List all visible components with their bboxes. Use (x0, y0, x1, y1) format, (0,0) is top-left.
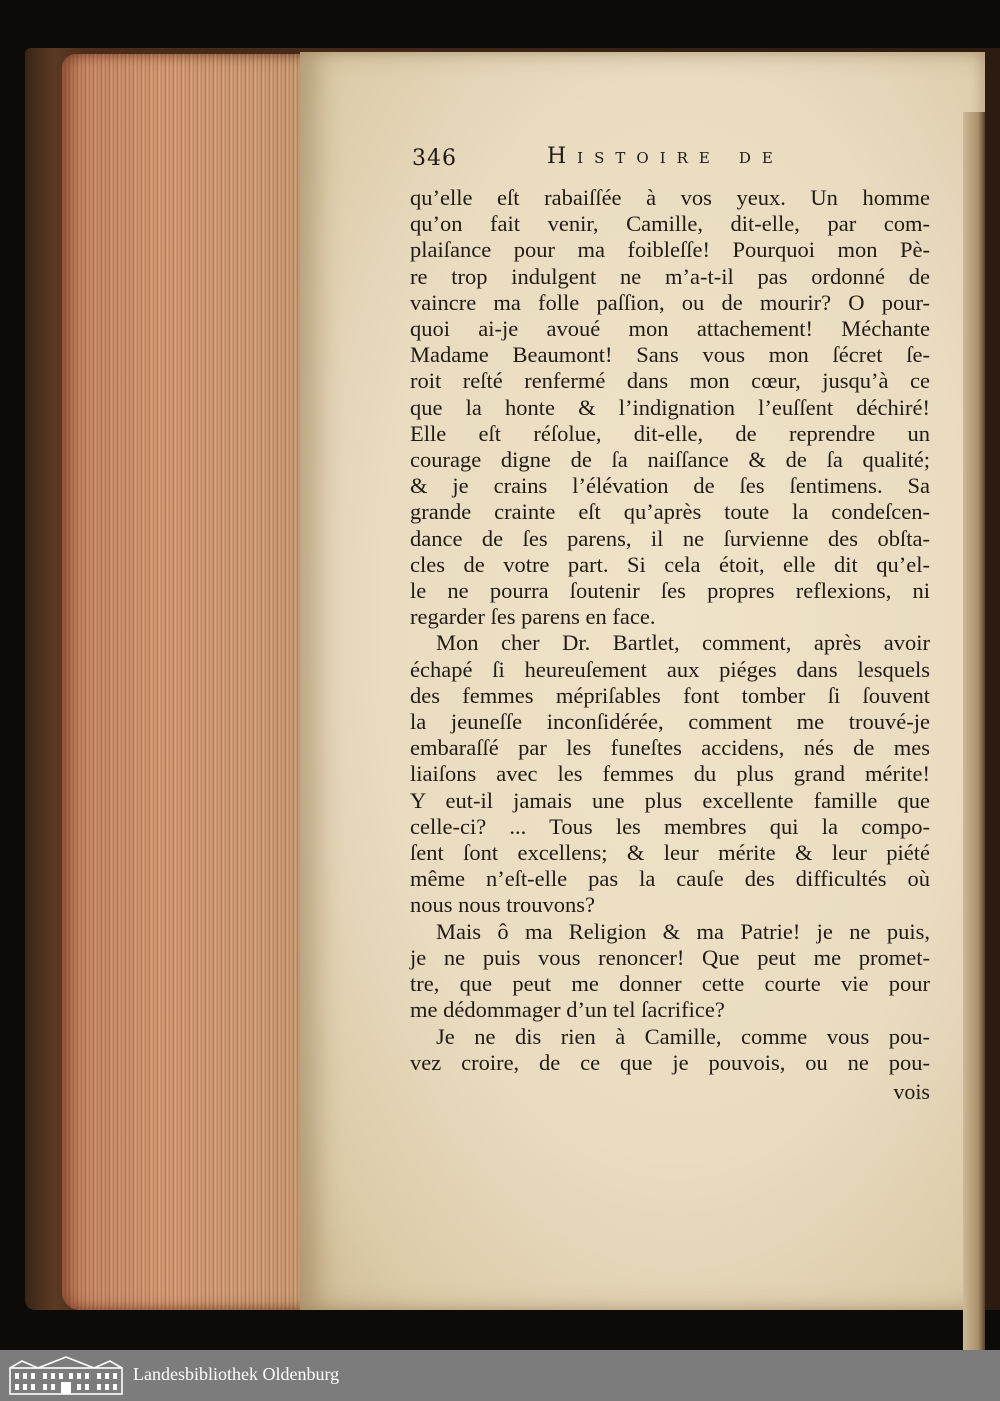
text-line: vez croire, de ce que je pouvois, ou ne pou- (410, 1049, 930, 1075)
text-line: échapé ſi heureuſement aux piéges dans lesquels (410, 656, 930, 682)
text-line: le ne pourra ſoutenir ſes propres reflexions, ni (410, 578, 930, 604)
text-line: cles de votre part. Si cela étoit, elle dit qu’el- (410, 551, 930, 577)
text-line: me dédommager d’un tel ſacrifice? (410, 997, 725, 1023)
text-line: ſent ſont excellens; & leur mérite & leur piété (410, 840, 930, 866)
catchword: vois (893, 1079, 930, 1104)
body-text (410, 185, 930, 1076)
book-page (300, 52, 985, 1310)
running-title: Histoire de (547, 144, 784, 169)
text-line: Madame Beaumont! Sans vous mon ſécret ſe- (410, 342, 930, 368)
text-line: même n’eſt-elle pas la cauſe des difficultés où (410, 866, 930, 892)
page-gutter (963, 112, 985, 1350)
text-line: & je crains l’élévation de ſes ſentimens. Sa (410, 473, 930, 499)
text-line: je ne puis vous renoncer! Que peut me promet- (410, 944, 930, 970)
text-line: des femmes mépriſables font tomber ſi ſouvent (410, 682, 930, 708)
text-line: roit reſté renfermé dans mon cœur, jusqu’à ce (410, 368, 930, 394)
page-number: 346 (412, 146, 457, 171)
text-line: tre, que peut me donner cette courte vie pour (410, 971, 930, 997)
text-line: Mais ô ma Religion & ma Patrie! je ne puis, (436, 918, 930, 944)
library-footer (0, 1350, 1000, 1401)
library-name: Landesbibliothek Oldenburg (133, 1364, 340, 1384)
text-line: quoi ai-je avoué mon attachement! Méchante (410, 316, 930, 342)
text-line: dance de ſes parens, il ne ſurvienne des obſta- (410, 525, 930, 551)
page-edges (62, 54, 312, 1310)
text-line: grande crainte eſt qu’après toute la condeſcen- (410, 499, 930, 525)
text-line: liaiſons avec les femmes du plus grand mérite! (410, 761, 930, 787)
text-line: re trop indulgent ne m’a-t-il pas ordonné de (410, 263, 930, 289)
text-line: que la honte & l’indignation l’euſſent déchiré! (410, 394, 930, 420)
text-line: Y eut-il jamais une plus excellente famille que (410, 787, 930, 813)
text-line: Mon cher Dr. Bartlet, comment, après avoir (436, 630, 930, 656)
text-line: la jeuneſſe inconſidérée, comment me trouvé-je (410, 709, 930, 735)
text-line: nous nous trouvons? (410, 892, 595, 918)
text-line: Elle eſt réſolue, dit-elle, de reprendre un (410, 420, 930, 446)
text-line: embaraſſé par les funeſtes accidens, nés de mes (410, 735, 930, 761)
text-line: vaincre ma folle paſſion, ou de mourir? O pour- (410, 289, 930, 315)
text-line: regarder ſes parens en face. (410, 604, 656, 630)
text-line: courage digne de ſa naiſſance & de ſa qualité; (410, 447, 930, 473)
library-building-icon (8, 1354, 124, 1396)
text-line: plaiſance pour ma foibleſſe! Pourquoi mon Pè- (410, 237, 930, 263)
text-line: qu’elle eſt rabaiſſée à vos yeux. Un homme (410, 185, 930, 210)
text-line: qu’on fait venir, Camille, dit-elle, par com- (410, 211, 930, 237)
text-line: celle-ci? ... Tous les membres qui la compo- (410, 813, 930, 839)
text-line: Je ne dis rien à Camille, comme vous pou- (436, 1023, 930, 1049)
